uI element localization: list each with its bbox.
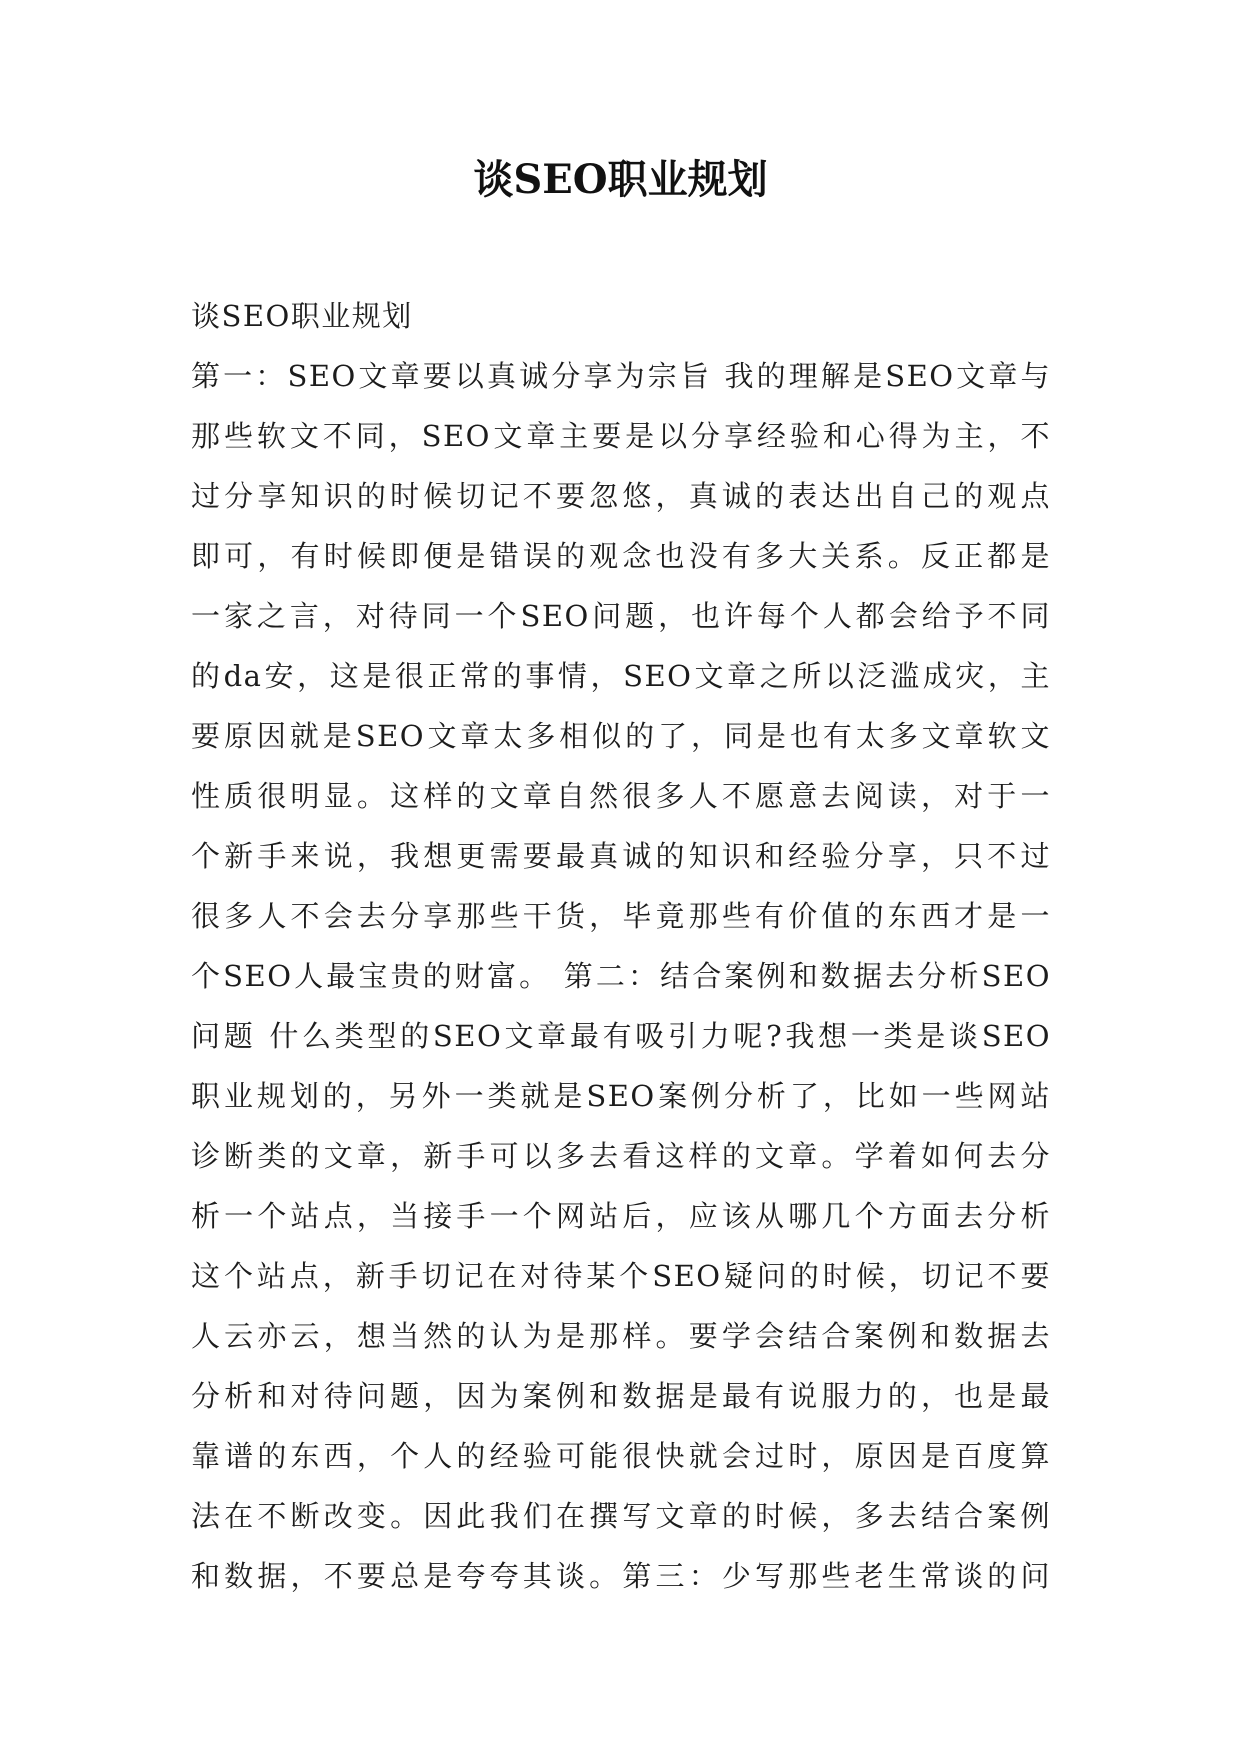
body-line: 个新手来说，我想更需要最真诚的知识和经验分享，只不过	[191, 839, 1051, 873]
body-line: 诊断类的文章，新手可以多去看这样的文章。学着如何去分	[191, 1139, 1051, 1173]
body-line: 人云亦云，想当然的认为是那样。要学会结合案例和数据去	[191, 1319, 1051, 1353]
body-line: 很多人不会去分享那些干货，毕竟那些有价值的东西才是一	[191, 899, 1051, 933]
body-line: 这个站点，新手切记在对待某个SEO疑问的时候，切记不要	[191, 1259, 1051, 1293]
body-line: 和数据，不要总是夸夸其谈。第三：少写那些老生常谈的问	[191, 1559, 1051, 1593]
document-body	[191, 286, 1051, 1606]
body-line: 那些软文不同，SEO文章主要是以分享经验和心得为主，不	[191, 419, 1051, 453]
body-line: 性质很明显。这样的文章自然很多人不愿意去阅读，对于一	[191, 779, 1051, 813]
body-line: 靠谱的东西，个人的经验可能很快就会过时，原因是百度算	[191, 1439, 1051, 1473]
body-line: 职业规划的，另外一类就是SEO案例分析了，比如一些网站	[191, 1079, 1051, 1113]
body-line: 谈SEO职业规划	[191, 299, 413, 333]
body-line: 一家之言，对待同一个SEO问题，也许每个人都会给予不同	[191, 599, 1051, 633]
body-line: 的da安，这是很正常的事情，SEO文章之所以泛滥成灾，主	[191, 659, 1051, 693]
body-line: 问题 什么类型的SEO文章最有吸引力呢?我想一类是谈SEO	[191, 1019, 1051, 1053]
body-line: 法在不断改变。因此我们在撰写文章的时候，多去结合案例	[191, 1499, 1051, 1533]
body-line: 分析和对待问题，因为案例和数据是最有说服力的，也是最	[191, 1379, 1051, 1413]
body-line: 要原因就是SEO文章太多相似的了，同是也有太多文章软文	[191, 719, 1051, 753]
document-title: 谈SEO职业规划	[473, 156, 768, 203]
body-line: 个SEO人最宝贵的财富。 第二：结合案例和数据去分析SEO	[191, 959, 1051, 993]
body-line: 过分享知识的时候切记不要忽悠，真诚的表达出自己的观点	[191, 479, 1051, 513]
body-line: 即可，有时候即便是错误的观念也没有多大关系。反正都是	[191, 539, 1051, 573]
body-line: 第一：SEO文章要以真诚分享为宗旨 我的理解是SEO文章与	[191, 359, 1051, 393]
body-line: 析一个站点，当接手一个网站后，应该从哪几个方面去分析	[191, 1199, 1051, 1233]
